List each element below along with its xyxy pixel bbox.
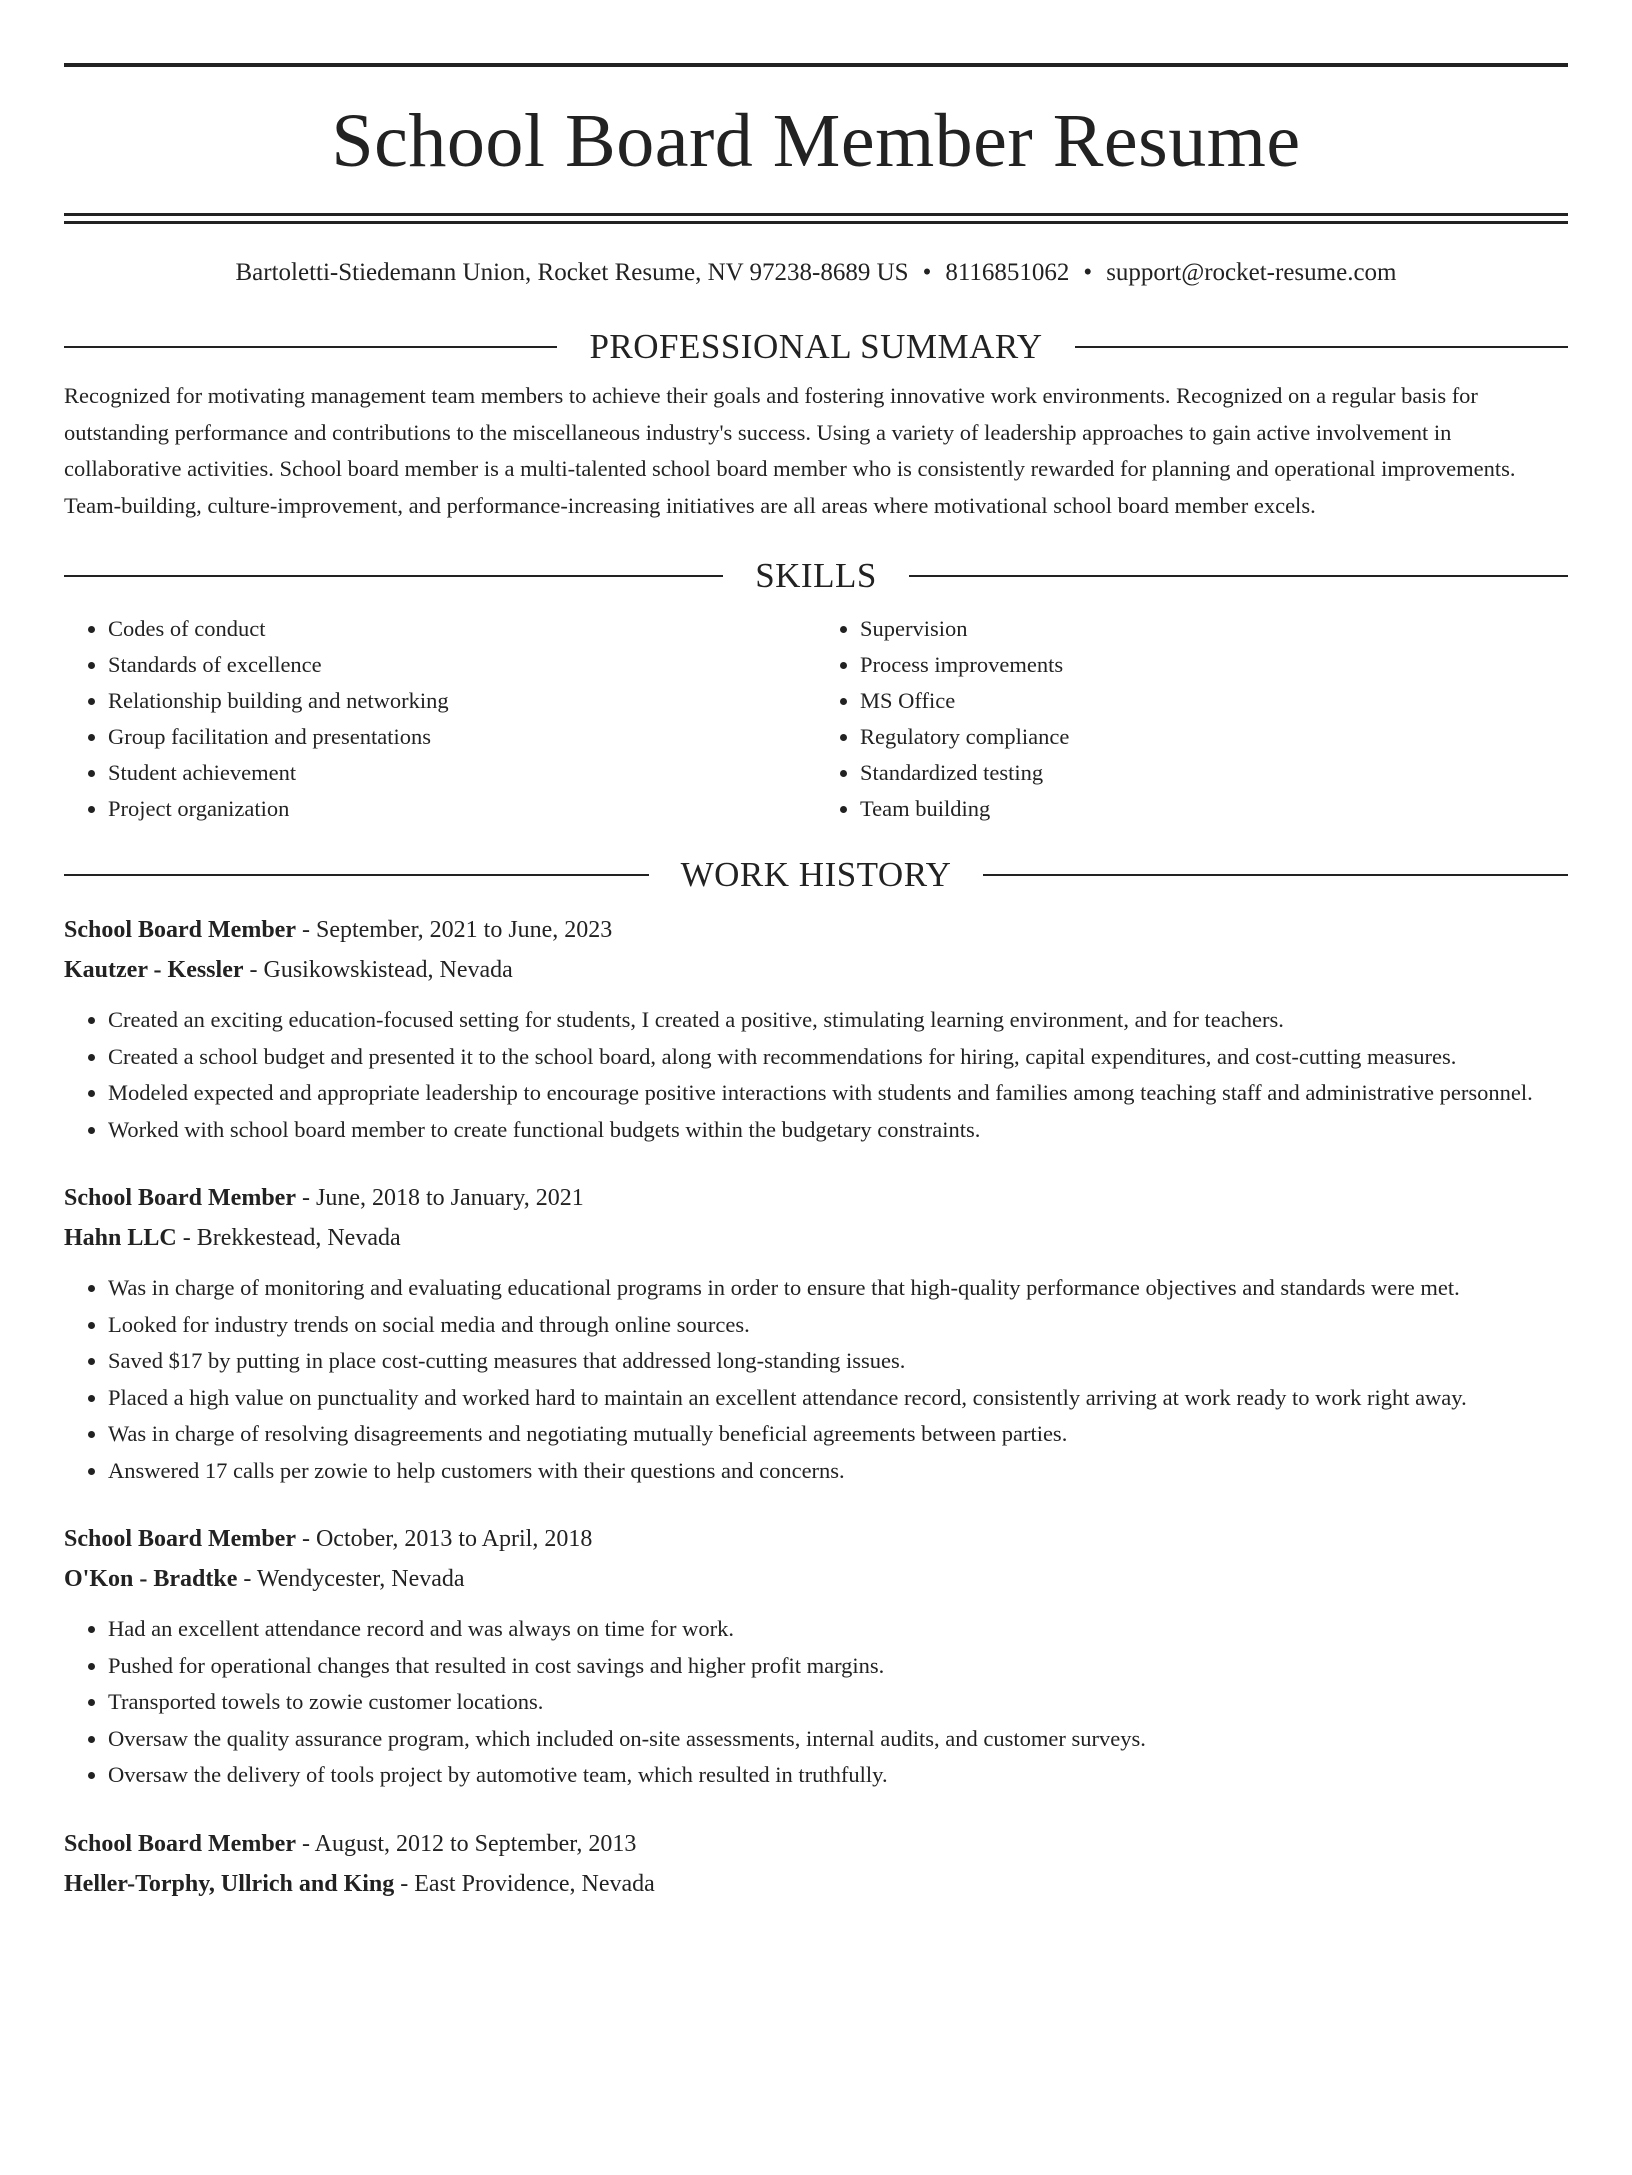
job-bullets	[64, 1002, 1568, 1148]
contact-separator: •	[1083, 259, 1093, 286]
job-location: - Wendycester, Nevada	[237, 1566, 465, 1592]
heading-rule	[64, 575, 723, 577]
summary-text: Recognized for motivating management team members to achieve their goals and fostering innovative work environments. Recognized on a regular basis for outstanding performance and contributions to the miscellaneous industry's success. Using a variety of leadership approaches to gain active involvement in collaborative activities. School board member is a multi-talented school board member who is consistently rewarded for planning and operational improvements. Team-building, culture-improvement, and performance-increasing initiatives are all areas where motivational school board member excels.	[64, 383, 1516, 518]
skill-item: • MS Office	[860, 683, 1568, 719]
double-rule	[64, 213, 1568, 224]
top-rule	[64, 63, 1568, 67]
heading-rule	[64, 346, 557, 348]
skills-left-column	[64, 611, 816, 827]
job-entry	[64, 1824, 1568, 1904]
job-title: School Board Member	[64, 1185, 296, 1211]
skills-heading	[64, 558, 1568, 593]
skill-item: • Codes of conduct	[108, 611, 816, 647]
skill-item: • Project organization	[108, 791, 816, 827]
job-location: - East Providence, Nevada	[394, 1870, 655, 1897]
job-bullet: • Was in charge of monitoring and evaluating educational programs in order to ensure that high-quality performance objectives and standards were met.	[108, 1270, 1568, 1307]
job-bullets	[64, 1611, 1568, 1794]
summary-heading-label: PROFESSIONAL SUMMARY	[589, 327, 1043, 366]
heading-rule	[1075, 346, 1568, 348]
skill-item: • Regulatory compliance	[860, 719, 1568, 755]
job-title-line	[64, 1178, 1568, 1218]
job-entry	[64, 910, 1568, 1148]
skill-item: • Standards of excellence	[108, 647, 816, 683]
contact-phone: 8116851062	[945, 259, 1070, 286]
skill-item: • Group facilitation and presentations	[108, 719, 816, 755]
job-title: School Board Member	[64, 1526, 296, 1552]
job-title: School Board Member	[64, 1830, 296, 1857]
job-bullet: • Had an excellent attendance record and was always on time for work.	[108, 1611, 1568, 1648]
job-company-line	[64, 1559, 1568, 1599]
job-bullet: • Transported towels to zowie customer locations.	[108, 1684, 1568, 1721]
job-dates: - June, 2018 to January, 2021	[295, 1185, 584, 1211]
heading-rule	[909, 575, 1568, 577]
job-bullet: • Was in charge of resolving disagreements and negotiating mutually beneficial agreements between parties.	[108, 1416, 1568, 1453]
job-company: Kautzer - Kessler	[64, 957, 244, 983]
job-bullet: • Pushed for operational changes that resulted in cost savings and higher profit margins.	[108, 1648, 1568, 1685]
job-bullet: • Saved $17 by putting in place cost-cutting measures that addressed long-standing issues.	[108, 1343, 1568, 1380]
job-title: School Board Member	[64, 917, 296, 943]
job-title-line	[64, 1824, 1568, 1864]
job-bullets	[64, 1270, 1568, 1489]
job-company-line	[64, 950, 1568, 990]
skills-list	[64, 611, 1568, 827]
job-dates: - September, 2021 to June, 2023	[295, 917, 613, 943]
contact-line	[64, 260, 1568, 285]
work-heading-label: WORK HISTORY	[680, 855, 952, 894]
resume-page	[0, 63, 1632, 2175]
job-bullet: • Looked for industry trends on social media and through online sources.	[108, 1307, 1568, 1344]
heading-rule	[983, 874, 1568, 876]
job-entry	[64, 1519, 1568, 1794]
skills-right-column	[816, 611, 1568, 827]
skill-item: • Team building	[860, 791, 1568, 827]
skill-item: • Process improvements	[860, 647, 1568, 683]
job-company: O'Kon - Bradtke	[64, 1566, 238, 1592]
job-location: - Gusikowskistead, Nevada	[243, 957, 513, 983]
contact-address: Bartoletti-Stiedemann Union, Rocket Resume, NV 97238-8689 US	[235, 259, 909, 286]
job-bullet: • Created an exciting education-focused setting for students, I created a positive, stimulating learning environment, and for teachers.	[108, 1002, 1568, 1039]
page-title: School Board Member Resume	[331, 99, 1301, 183]
job-company-line	[64, 1218, 1568, 1258]
job-company: Hahn LLC	[64, 1225, 177, 1251]
job-dates: - August, 2012 to September, 2013	[295, 1830, 637, 1857]
job-title-line	[64, 1519, 1568, 1559]
job-bullet: • Created a school budget and presented it to the school board, along with recommendations for hiring, capital expenditures, and cost-cutting measures.	[108, 1039, 1568, 1076]
job-dates: - October, 2013 to April, 2018	[295, 1526, 593, 1552]
job-title-line	[64, 910, 1568, 950]
contact-separator: •	[922, 259, 932, 286]
job-bullet: • Oversaw the quality assurance program, which included on-site assessments, internal audits, and customer surveys.	[108, 1721, 1568, 1758]
job-company: Heller-Torphy, Ullrich and King	[64, 1870, 395, 1897]
work-heading	[64, 857, 1568, 892]
summary-heading	[64, 329, 1568, 364]
skills-heading-label: SKILLS	[755, 556, 877, 595]
skill-item: • Supervision	[860, 611, 1568, 647]
job-bullet: • Answered 17 calls per zowie to help customers with their questions and concerns.	[108, 1453, 1568, 1490]
contact-email: support@rocket-resume.com	[1106, 259, 1397, 286]
job-bullet: • Modeled expected and appropriate leadership to encourage positive interactions with students and families among teaching staff and administrative personnel.	[108, 1075, 1568, 1112]
skill-item: • Standardized testing	[860, 755, 1568, 791]
job-bullet: • Oversaw the delivery of tools project by automotive team, which resulted in truthfully.	[108, 1757, 1568, 1794]
skill-item: • Relationship building and networking	[108, 683, 816, 719]
job-bullet: • Worked with school board member to create functional budgets within the budgetary constraints.	[108, 1112, 1568, 1149]
job-location: - Brekkestead, Nevada	[176, 1225, 401, 1251]
job-entry	[64, 1178, 1568, 1489]
job-company-line	[64, 1864, 1568, 1904]
heading-rule	[64, 874, 649, 876]
job-bullet: • Placed a high value on punctuality and worked hard to maintain an excellent attendance record, consistently arriving at work ready to work right away.	[108, 1380, 1568, 1417]
skill-item: • Student achievement	[108, 755, 816, 791]
